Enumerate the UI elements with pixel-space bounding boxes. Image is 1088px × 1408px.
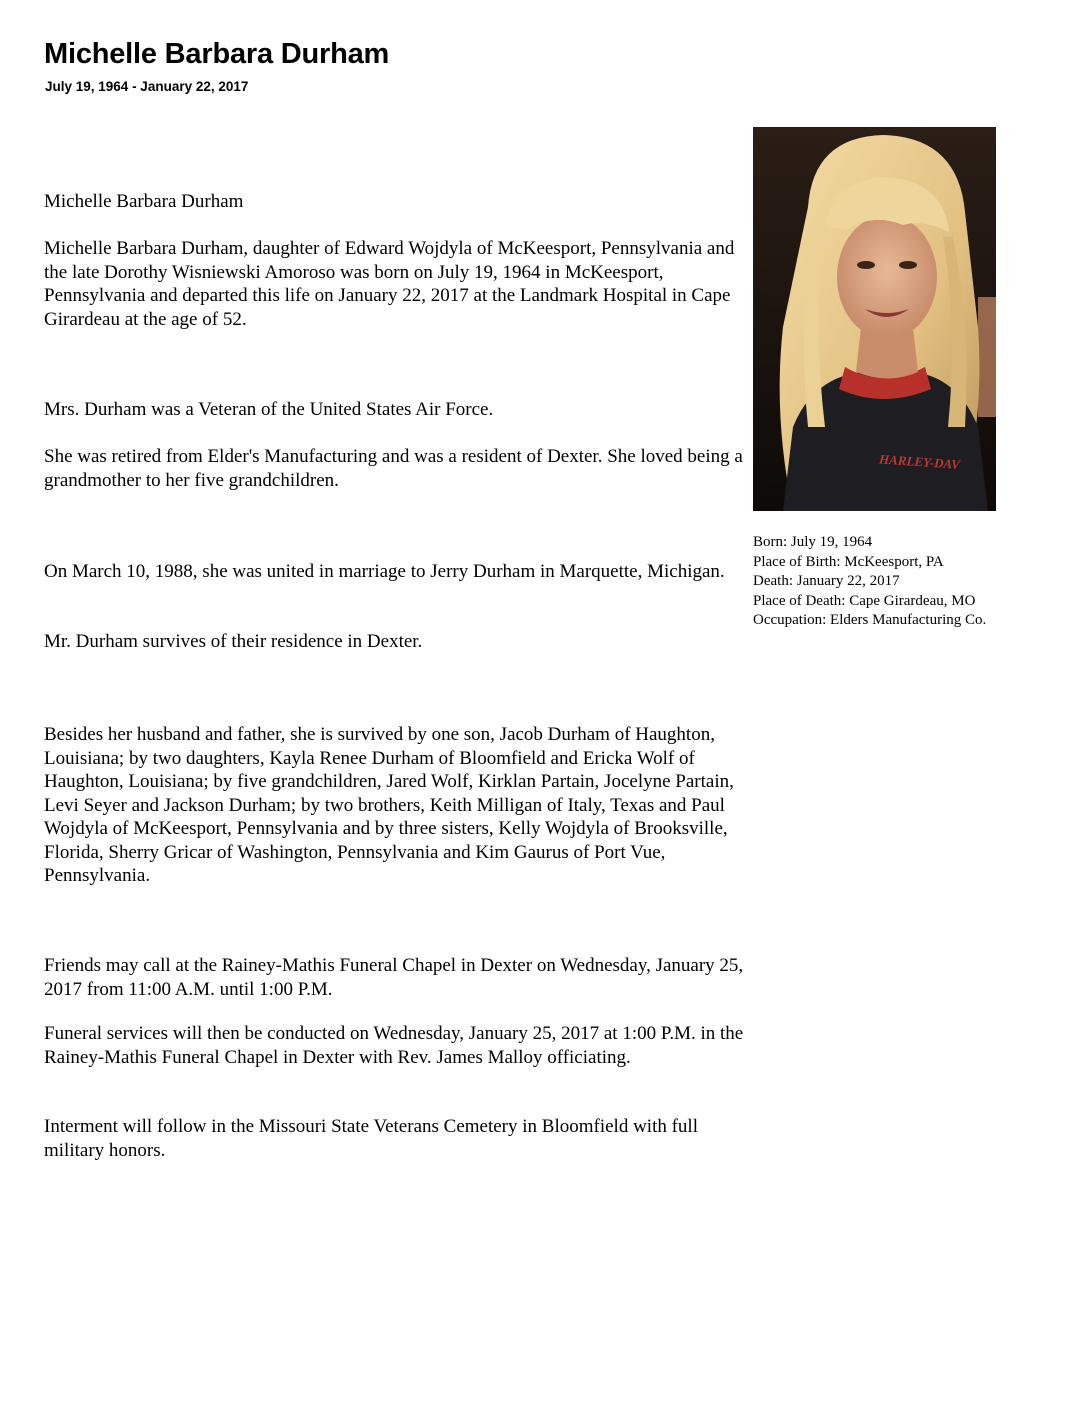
obituary-heading: Michelle Barbara Durham <box>44 191 244 212</box>
obituary-paragraph: Interment will follow in the Missouri State Veterans Cemetery in Bloomfield with full military honors. <box>44 1116 698 1161</box>
page-title: Michelle Barbara Durham <box>44 38 390 70</box>
fact-born: Born: July 19, 1964 <box>753 534 873 550</box>
obituary-paragraph: She was retired from Elder's Manufacturing and was a resident of Dexter. She loved being a grandmother to her five grandchildren. <box>44 446 743 491</box>
portrait-photo <box>753 127 996 511</box>
fact-deathplace: Place of Death: Cape Girardeau, MO <box>753 592 976 609</box>
obituary-paragraph: Funeral services will then be conducted on Wednesday, January 25, 2017 at 1:00 P.M. in the Rainey-Mathis Funeral Chapel in Dexter with Rev. James Malloy officiating. <box>44 1023 744 1068</box>
obituary-paragraph: Besides her husband and father, she is survived by one son, Jacob Durham of Haughton, Louisiana; by two daughters, Kayla Renee Durham of Bloomfield and Ericka Wolf of Haughton, Louisiana; by five grandchildren, Jared Wolf, Kirklan Partain, Jocelyne Partain, Levi Seyer and Jackson Durham; by two brothers, Keith Milligan of Italy, Texas and Paul Wojdyla of McKeesport, Pennsylvania and by three sisters, Kelly Wojdyla of Brooksville, Florida, Sherry Gricar of Washington, Pennsylvania and Kim Gaurus of Port Vue, Pennsylvania. <box>44 724 734 886</box>
shirt-logo-text: HARLEY-DAV <box>878 451 961 472</box>
obituary-paragraph: Mrs. Durham was a Veteran of the United States Air Force. <box>44 399 494 420</box>
obituary-paragraph: Friends may call at the Rainey-Mathis Funeral Chapel in Dexter on Wednesday, January 25, 2017 from 11:00 A.M. until 1:00 P.M. <box>44 955 744 1000</box>
obituary-paragraph: On March 10, 1988, she was united in marriage to Jerry Durham in Marquette, Michigan. <box>44 561 725 582</box>
portrait-illustration <box>753 127 996 511</box>
vital-facts <box>753 533 1003 631</box>
fact-birthplace: Place of Birth: McKeesport, PA <box>753 553 944 570</box>
fact-death: Death: January 22, 2017 <box>753 573 900 589</box>
obituary-paragraph: Mr. Durham survives of their residence in Dexter. <box>44 631 423 652</box>
fact-occupation: Occupation: Elders Manufacturing Co. <box>753 612 987 628</box>
life-dates: July 19, 1964 - January 22, 2017 <box>45 79 249 94</box>
obituary-paragraph: Michelle Barbara Durham, daughter of Edward Wojdyla of McKeesport, Pennsylvania and the late Dorothy Wisniewski Amoroso was born on July 19, 1964 in McKeesport, Pennsylvania and departed this life on January 22, 2017 at the Landmark Hospital in Cape Girardeau at the age of 52. <box>44 238 735 330</box>
